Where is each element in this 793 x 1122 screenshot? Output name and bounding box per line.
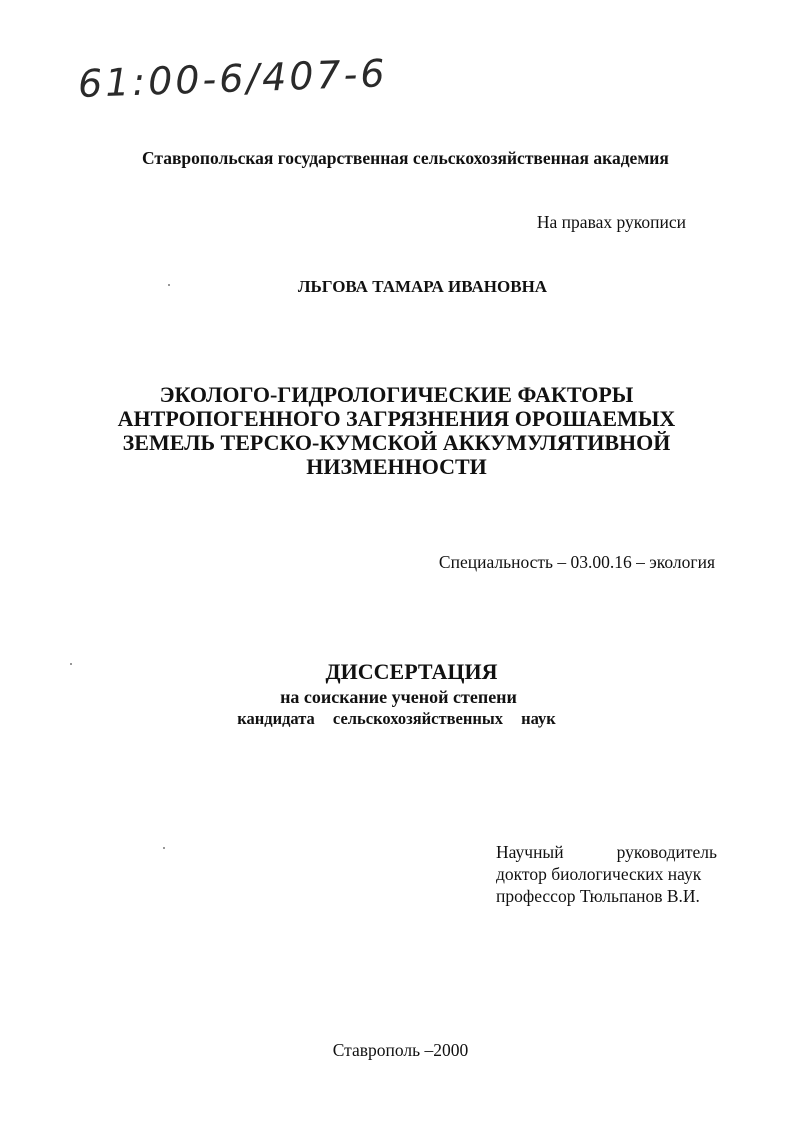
scan-speck (163, 847, 165, 849)
dissertation-title (90, 383, 703, 479)
city-year: Ставрополь –2000 (332, 1040, 469, 1060)
supervisor-role (496, 841, 717, 863)
title-line: АНТРОПОГЕННОГО ЗАГРЯЗНЕНИЯ ОРОШАЕМЫХ (117, 406, 676, 431)
institution-name: Ставропольская государственная сельскохозяйственная академия (142, 148, 669, 168)
scan-speck (168, 284, 170, 286)
title-line: ЭКОЛОГО-ГИДРОЛОГИЧЕСКИЕ ФАКТОРЫ (159, 382, 634, 407)
title-line: ЗЕМЕЛЬ ТЕРСКО-КУМСКОЙ АККУМУЛЯТИВНОЙ (122, 430, 671, 455)
title-line: НИЗМЕННОСТИ (306, 454, 487, 479)
manuscript-rights-note: На правах рукописи (536, 212, 686, 232)
author-name: ЛЬГОВА ТАМАРА ИВАНОВНА (297, 277, 548, 296)
supervisor-name: профессор Тюльпанов В.И. (496, 886, 700, 906)
supervisor-block (496, 841, 717, 907)
supervisor-role-word: Научный (496, 842, 564, 862)
handwritten-archive-number: 61:00-6/407-6 (77, 51, 389, 106)
supervisor-role-word: руководитель (616, 842, 717, 862)
dissertation-heading: ДИССЕРТАЦИЯ (325, 659, 498, 684)
dissertation-block (0, 658, 793, 730)
scan-speck (70, 663, 72, 665)
dissertation-degree: кандидата сельскохозяйственных наук (237, 709, 556, 728)
supervisor-degree: доктор биологических наук (496, 864, 702, 884)
dissertation-subtitle: на соискание ученой степени (280, 687, 517, 707)
specialty-line: Специальность – 03.00.16 – экология (438, 552, 715, 572)
